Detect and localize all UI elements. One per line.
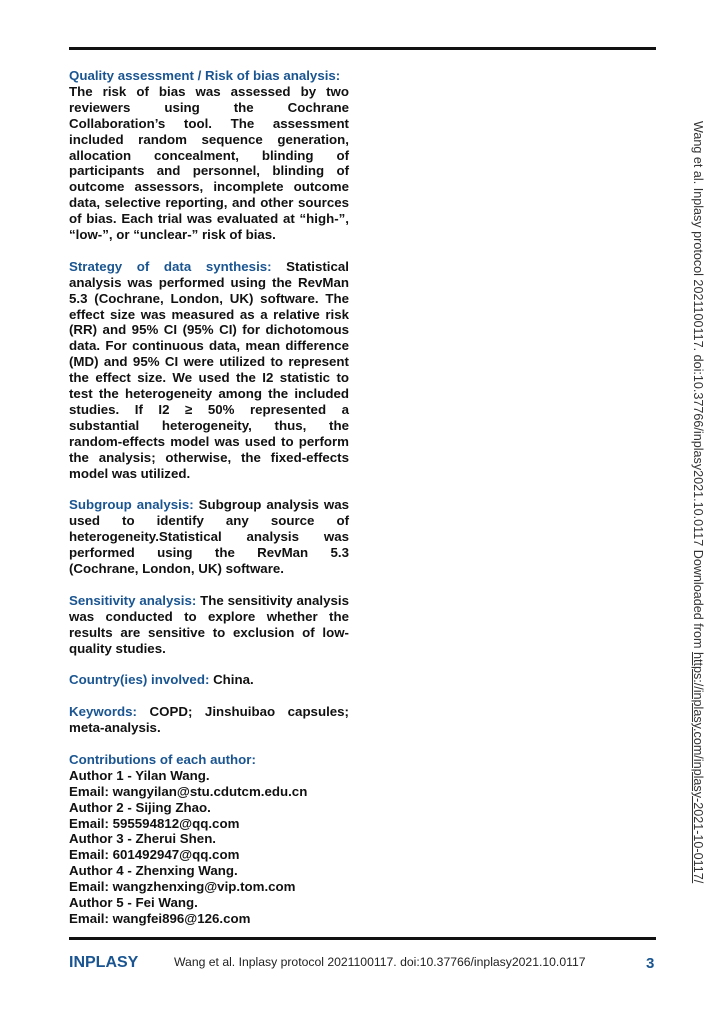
heading-line (69, 593, 349, 609)
text-line: data, selective reporting, and other sources (69, 195, 349, 211)
text-line: data. For continuous data, mean difference (69, 338, 349, 354)
text-line: “low-”, or “unclear-” risk of bias. (69, 227, 276, 243)
footer-citation: Wang et al. Inplasy protocol 2021100117. doi:10.37766/inplasy2021.10.0117 (174, 955, 586, 969)
heading-line (69, 497, 349, 513)
author-line: Author 3 - Zherui Shen. (69, 831, 217, 847)
side-download-note (691, 121, 705, 883)
text-line: outcome assessors, incomplete outcome (69, 179, 349, 195)
footer-brand-logo: INPLASY (69, 954, 139, 971)
author-line: Author 1 - Yilan Wang. (69, 767, 210, 783)
text-line: (RR) and 95% CI (95% CI) for dichotomous (69, 322, 349, 338)
text-line: participants and personnel, blinding of (69, 163, 349, 179)
main-column (69, 68, 349, 927)
author-email: Email: wangfei896@126.com (69, 910, 251, 926)
header-rule (69, 47, 656, 50)
text-line: studies. If I2 ≥ 50% represented a (69, 402, 349, 418)
section-keywords (69, 704, 349, 736)
text-line: substantial heterogeneity, thus, the (69, 417, 349, 433)
author-line: Author 2 - Sijing Zhao. (69, 799, 211, 815)
text-line: performed using the RevMan 5.3 (69, 545, 349, 561)
section-heading: Country(ies) involved: (69, 672, 210, 688)
section-heading: Subgroup analysis: (69, 497, 194, 513)
section-country (69, 672, 349, 688)
author-line: Author 4 - Zhenxing Wang. (69, 863, 238, 879)
text-line: included random sequence generation, (69, 131, 349, 147)
text-run: Subgroup analysis was (198, 497, 349, 513)
text-line: was conducted to explore whether the (69, 608, 349, 624)
text-line: model was utilized. (69, 465, 191, 481)
text-line: allocation concealment, blinding of (69, 147, 349, 163)
section-subgroup (69, 497, 349, 577)
author-line: Author 5 - Fei Wang. (69, 895, 198, 911)
section-heading: Sensitivity analysis: (69, 592, 197, 608)
text-line: random-effects model was used to perform (69, 433, 349, 449)
section-heading: Keywords: (69, 704, 137, 720)
text-line: effect size was measured as a relative risk (69, 306, 349, 322)
text-line: heterogeneity.Statistical analysis was (69, 529, 349, 545)
heading-line (69, 704, 349, 720)
section-quality (69, 68, 349, 243)
text-line: analysis was performed using the RevMan (69, 274, 349, 290)
text-run: China. (213, 672, 254, 688)
section-synthesis (69, 259, 349, 482)
text-line: Collaboration’s tool. The assessment (69, 115, 349, 131)
text-run: Statistical (286, 258, 349, 274)
section-heading: Contributions of each author: (69, 751, 256, 767)
section-contributions (69, 752, 349, 927)
text-line: (Cochrane, London, UK) software. (69, 561, 284, 577)
text-line: of bias. Each trial was evaluated at “high-”, (69, 211, 349, 227)
text-line: used to identify any source of (69, 513, 349, 529)
text-line: (MD) and 95% CI were utilized to represent (69, 354, 349, 370)
text-line: 5.3 (Cochrane, London, UK) software. The (69, 290, 349, 306)
text-line: test the heterogeneity among the included (69, 386, 349, 402)
text-line: the effect size. We used the I2 statistic to (69, 370, 349, 386)
author-email: Email: wangyilan@stu.cdutcm.edu.cn (69, 783, 308, 799)
page-number: 3 (646, 955, 655, 972)
download-link[interactable]: https://inplasy.com/inplasy-2021-10-0117/ (691, 651, 705, 884)
section-heading: Quality assessment / Risk of bias analysis: (69, 68, 341, 83)
text-line: quality studies. (69, 640, 166, 656)
text-line: meta-analysis. (69, 720, 161, 736)
text-line: results are sensitive to exclusion of low- (69, 624, 349, 640)
section-heading: Strategy of data synthesis: (69, 258, 272, 274)
text-run: COPD; Jinshuibao capsules; (149, 704, 349, 720)
author-email: Email: 595594812@qq.com (69, 815, 240, 831)
text-run: The sensitivity analysis (200, 592, 349, 608)
side-note-text: Wang et al. Inplasy protocol 2021100117. doi:10.37766/inplasy2021.10.0117 Downloaded from (691, 121, 705, 652)
footer-rule (69, 937, 656, 940)
text-line: The risk of bias was assessed by two (69, 83, 349, 99)
author-email: Email: wangzhenxing@vip.tom.com (69, 879, 296, 895)
section-sensitivity (69, 593, 349, 657)
text-line: reviewers using the Cochrane (69, 99, 349, 115)
heading-line (69, 259, 349, 275)
text-line: the analysis; otherwise, the fixed-effects (69, 449, 349, 465)
author-email: Email: 601492947@qq.com (69, 847, 240, 863)
